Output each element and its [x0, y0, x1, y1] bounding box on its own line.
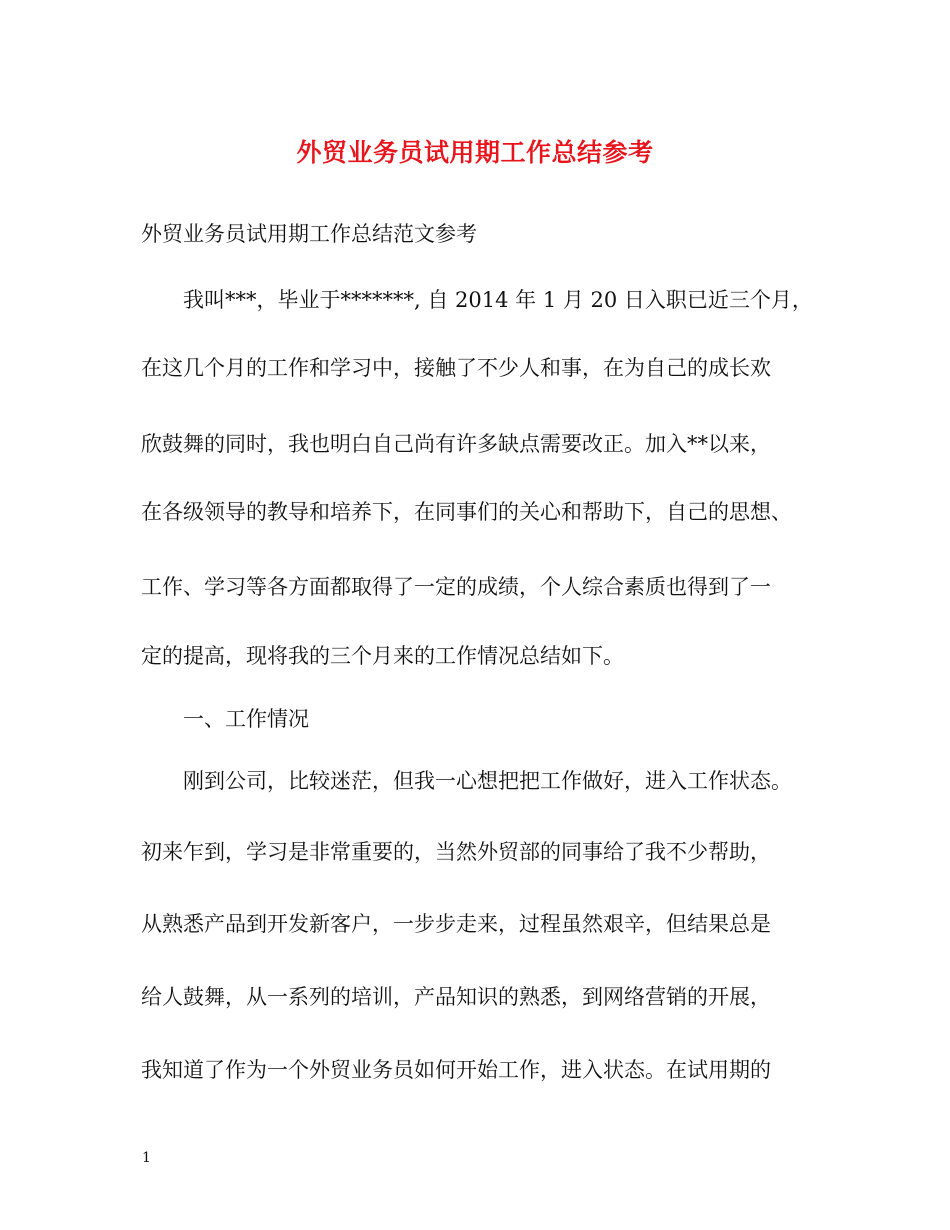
paragraph-1-line-5: 工作、学习等各方面都取得了一定的成绩，个人综合素质也得到了一 — [141, 575, 771, 599]
paragraph-1-line-2: 在这几个月的工作和学习中，接触了不少人和事，在为自己的成长欢 — [141, 356, 771, 380]
paragraph-2-line-4: 给人鼓舞，从一系列的培训，产品知识的熟悉，到网络营销的开展， — [141, 985, 771, 1009]
paragraph-1-line-6: 定的提高，现将我的三个月来的工作情况总结如下。 — [141, 644, 624, 668]
paragraph-1-line-3: 欣鼓舞的同时，我也明白自己尚有许多缺点需要改正。加入**以来， — [141, 432, 771, 456]
document-title: 外贸业务员试用期工作总结参考 — [296, 138, 654, 167]
document-subtitle: 外贸业务员试用期工作总结范文参考 — [141, 222, 477, 246]
paragraph-1-line-4: 在各级领导的教导和培养下，在同事们的关心和帮助下，自己的思想、 — [141, 500, 792, 524]
paragraph-2-line-2: 初来乍到，学习是非常重要的，当然外贸部的同事给了我不少帮助， — [141, 840, 771, 864]
paragraph-2-line-3: 从熟悉产品到开发新客户，一步步走来，过程虽然艰辛，但结果总是 — [141, 912, 771, 936]
paragraph-2-line-5: 我知道了作为一个外贸业务员如何开始工作，进入状态。在试用期的 — [141, 1058, 771, 1082]
paragraph-2-line-1: 刚到公司，比较迷茫，但我一心想把把工作做好，进入工作状态。 — [183, 769, 792, 793]
section-heading: 一、工作情况 — [183, 707, 309, 731]
paragraph-1-line-1: 我叫***，毕业于*******, 自 2014 年 1 月 20 日入职已近三个月， — [183, 288, 813, 312]
page-number: 1 — [142, 1150, 151, 1166]
